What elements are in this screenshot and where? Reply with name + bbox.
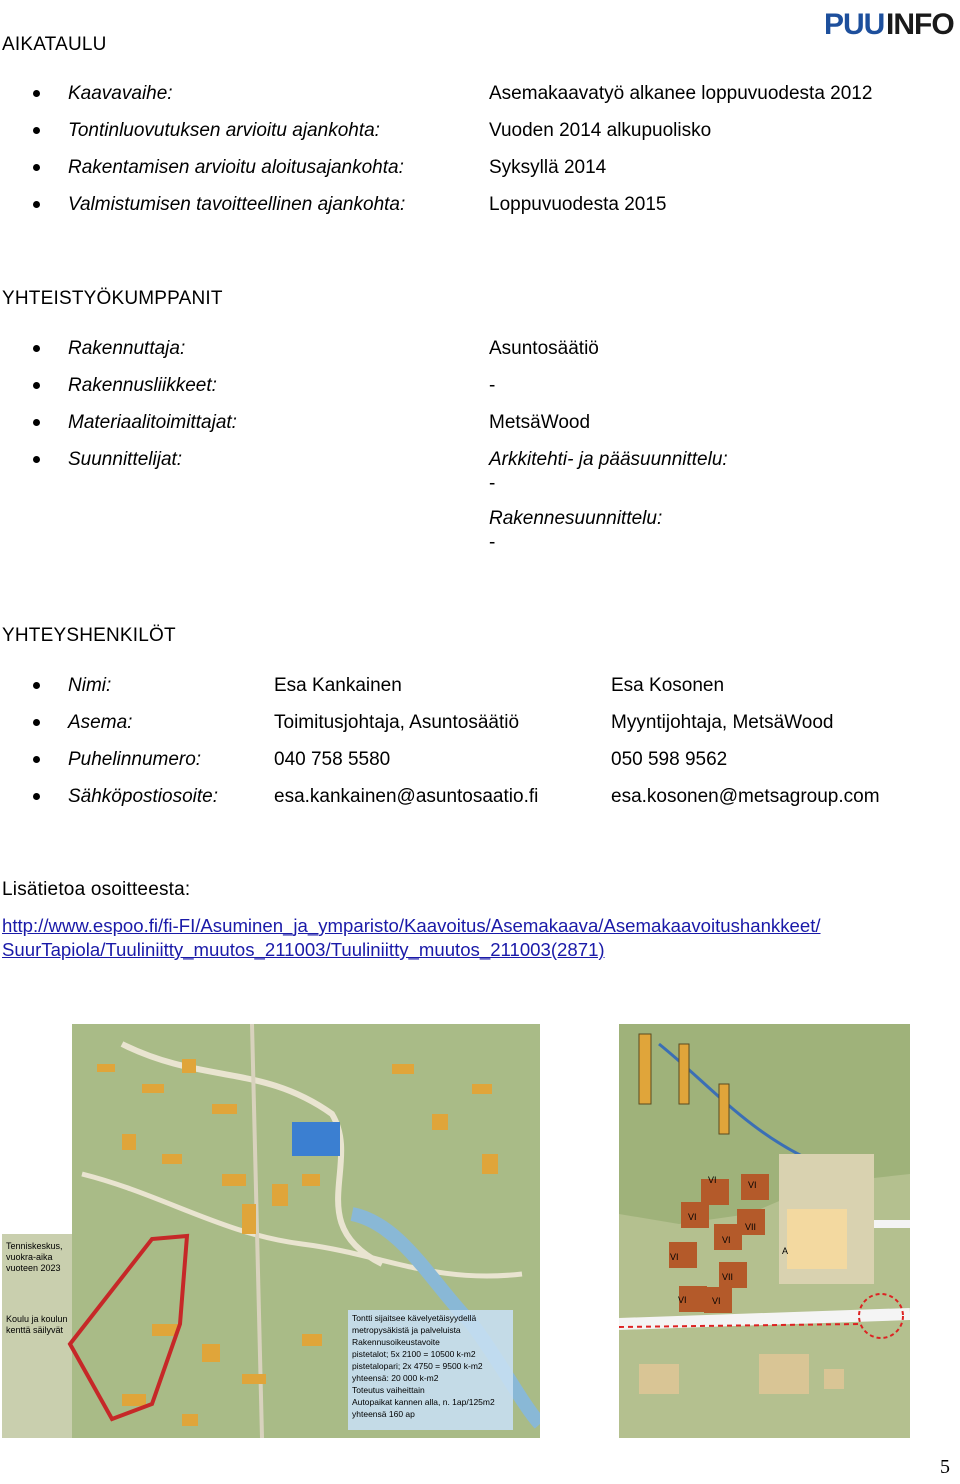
contact-person1: Toimitusjohtaja, Asuntosäätiö <box>274 712 520 733</box>
info-box-line: metropysäkistä ja palveluista <box>352 1325 461 1335</box>
schedule-value: Loppuvuodesta 2015 <box>489 194 667 215</box>
contact-person1: Esa Kankainen <box>274 675 402 696</box>
bullet-icon <box>33 345 40 352</box>
schedule-value: Syksyllä 2014 <box>489 157 607 178</box>
info-box-line: yhteensä: 20 000 k-m2 <box>352 1373 439 1383</box>
bullet-icon <box>33 90 40 97</box>
structural-design-value: - <box>489 532 496 553</box>
schedule-label: Tontinluovutuksen arvioitu ajankohta: <box>68 120 380 141</box>
info-box-line: pistetalot; 5x 2100 = 10500 k-m2 <box>352 1349 476 1359</box>
bullet-icon <box>33 793 40 800</box>
contact-label: Puhelinnumero: <box>68 749 202 770</box>
schedule-value: Asemakaavatyö alkanee loppuvuodesta 2012 <box>489 83 873 104</box>
schedule-value: Vuoden 2014 alkupuolisko <box>489 120 712 141</box>
schedule-label: Kaavavaihe: <box>68 83 173 104</box>
area-map-image <box>2 1024 540 1438</box>
contact-person2: Esa Kosonen <box>611 675 725 696</box>
bullet-icon <box>33 419 40 426</box>
building-label: VII <box>722 1272 734 1282</box>
contact-person2: Myyntijohtaja, MetsäWood <box>611 712 834 733</box>
partner-value: - <box>489 375 496 396</box>
contact-label: Nimi: <box>68 675 112 696</box>
callout-tennis-line3: vuoteen 2023 <box>6 1263 61 1273</box>
more-info-link-line2[interactable]: SuurTapiola/Tuuliniitty_muutos_211003/Tuuliniitty_muutos_211003(2871) <box>2 939 605 960</box>
architect-design-label: Arkkitehti- ja pääsuunnittelu: <box>489 449 728 470</box>
info-box-line: Toteutus vaiheittain <box>352 1385 425 1395</box>
partner-label: Rakennuttaja: <box>68 338 186 359</box>
building-label: VI <box>722 1235 731 1245</box>
contact-person1: 040 758 5580 <box>274 749 391 770</box>
info-box-line: Rakennusoikeustavoite <box>352 1337 440 1347</box>
bullet-icon <box>33 456 40 463</box>
bullet-icon <box>33 201 40 208</box>
partner-value: MetsäWood <box>489 412 591 433</box>
building-label: VII <box>745 1222 757 1232</box>
partner-value: Asuntosäätiö <box>489 338 599 359</box>
info-box-line: Autopaikat kannen alla, n. 1ap/125m2 <box>352 1397 495 1407</box>
building-label: VI <box>670 1252 679 1262</box>
bullet-icon <box>33 127 40 134</box>
page-number: 5 <box>940 1456 950 1478</box>
bullet-icon <box>33 382 40 389</box>
building-label: VI <box>712 1296 721 1306</box>
more-info-label: Lisätietoa osoitteesta: <box>2 879 191 900</box>
partner-label: Materiaalitoimittajat: <box>68 412 237 433</box>
schedule-heading: AIKATAULU <box>2 34 107 55</box>
contact-label: Sähköpostiosoite: <box>68 786 218 807</box>
schedule-label: Valmistumisen tavoitteellinen ajankohta: <box>68 194 406 215</box>
info-box-line: pistetalopari; 2x 4750 = 9500 k-m2 <box>352 1361 483 1371</box>
building-label: VI <box>688 1212 697 1222</box>
contact-label: Asema: <box>68 712 133 733</box>
callout-tennis-line1: Tenniskeskus, <box>6 1241 63 1251</box>
building-label: VI <box>748 1180 757 1190</box>
contact-email2: esa.kosonen@metsagroup.com <box>611 786 880 807</box>
building-label: A <box>782 1246 789 1256</box>
bullet-icon <box>33 682 40 689</box>
bullet-icon <box>33 719 40 726</box>
schedule-label: Rakentamisen arvioitu aloitusajankohta: <box>68 157 404 178</box>
contact-email1: esa.kankainen@asuntosaatio.fi <box>274 786 539 807</box>
architect-design-value: - <box>489 473 496 494</box>
svg-text:INFO: INFO <box>886 8 954 41</box>
structural-design-label: Rakennesuunnittelu: <box>489 508 663 529</box>
site-plan-image <box>619 1024 910 1438</box>
building-label: VI <box>708 1175 717 1185</box>
callout-school-line1: Koulu ja koulun <box>6 1314 68 1324</box>
callout-school-line2: kenttä säilyvät <box>6 1325 64 1335</box>
partner-label: Suunnittelijat: <box>68 449 183 470</box>
callout-tennis-line2: vuokra-aika <box>6 1252 53 1262</box>
partner-label: Rakennusliikkeet: <box>68 375 217 396</box>
contacts-heading: YHTEYSHENKILÖT <box>2 625 176 646</box>
svg-text:PUU: PUU <box>824 8 885 41</box>
puuinfo-logo <box>824 6 954 42</box>
bullet-icon <box>33 164 40 171</box>
contact-person2: 050 598 9562 <box>611 749 728 770</box>
more-info-link-line1[interactable]: http://www.espoo.fi/fi-FI/Asuminen_ja_ymparisto/Kaavoitus/Asemakaava/Asemakaavoitushankkeet/ <box>2 915 821 936</box>
partners-heading: YHTEISTYÖKUMPPANIT <box>2 288 223 309</box>
building-label: VI <box>678 1295 687 1305</box>
info-box-line: yhteensä 160 ap <box>352 1409 415 1419</box>
info-box-line: Tontti sijaitsee kävelyetäisyydellä <box>352 1313 477 1323</box>
bullet-icon <box>33 756 40 763</box>
